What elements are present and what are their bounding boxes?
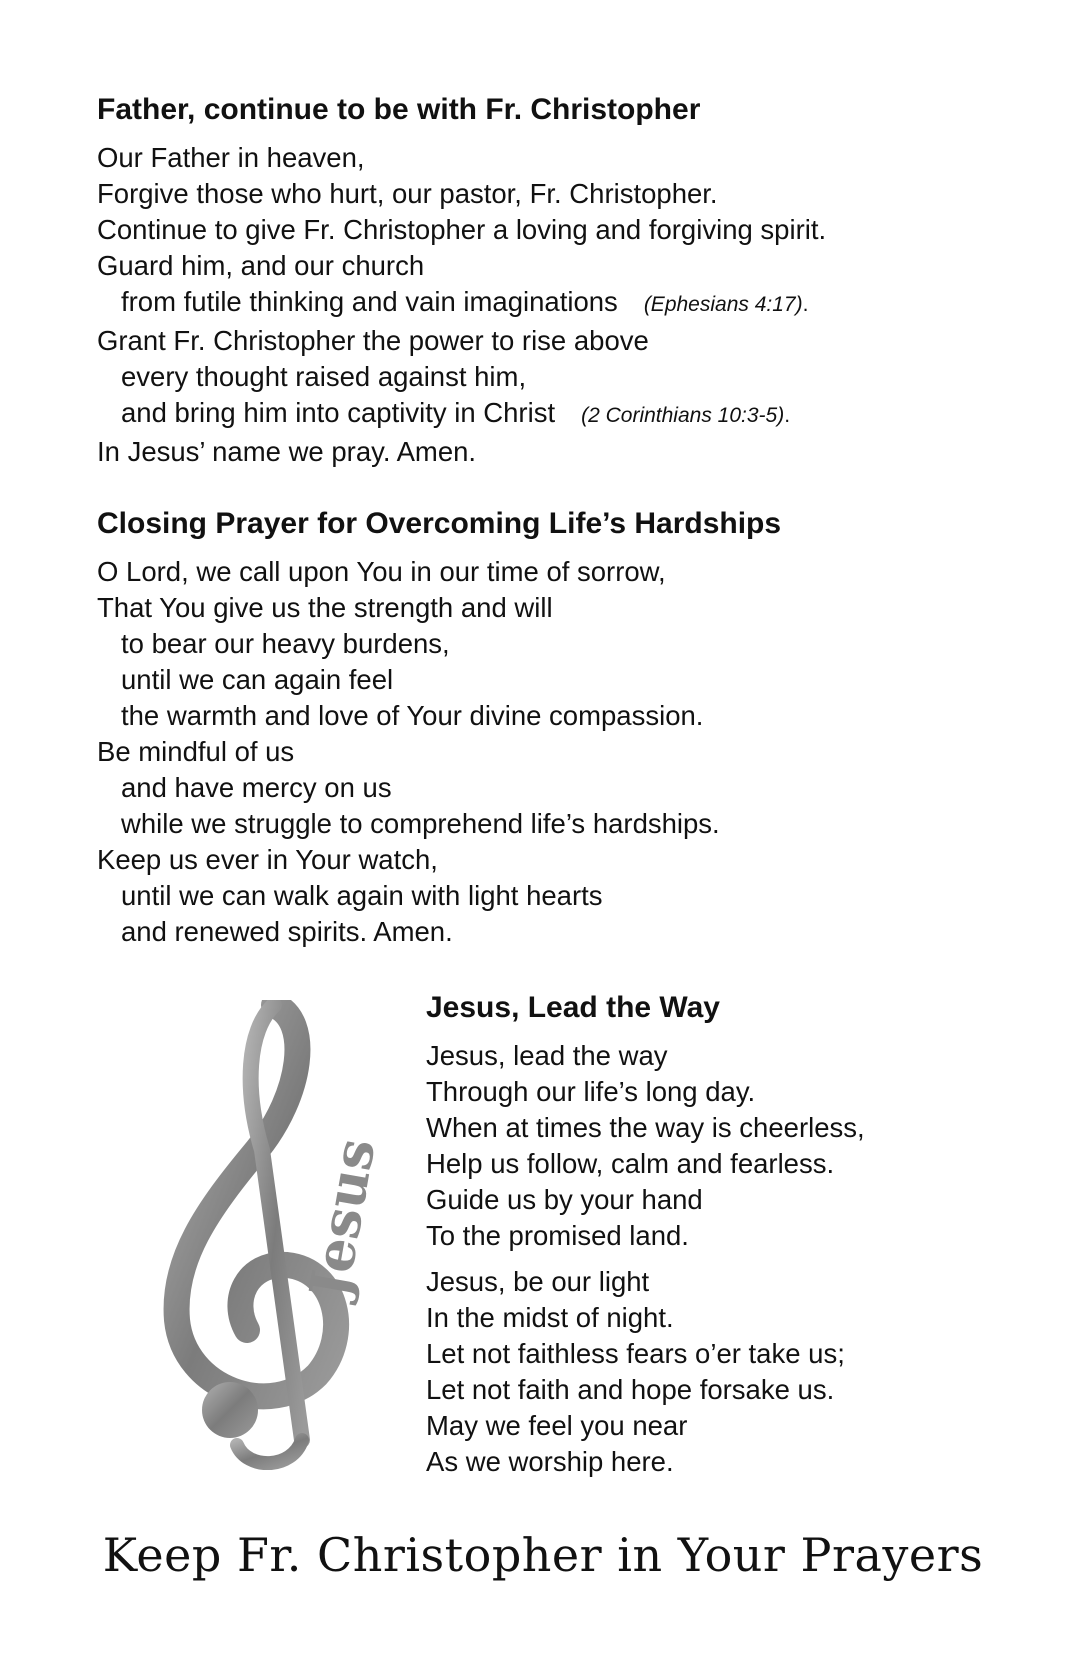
prayer-line-text: and bring him into captivity in Christ [121,397,556,428]
scripture-reference: (2 Corinthians 10:3-5) [581,404,785,427]
treble-clef-jesus-logo [152,1000,402,1470]
hymn-title: Jesus, Lead the Way [426,991,720,1024]
prayer-line: while we struggle to comprehend life’s hardships. [121,808,720,839]
prayer-line: Keep us ever in Your watch, [97,844,438,875]
prayer-line: Guard him, and our church [97,250,425,281]
prayer-line-text: from futile thinking and vain imaginations [121,286,618,317]
prayer-father-title: Father, continue to be with Fr. Christopher [97,93,701,126]
hymn-line: In the midst of night. [426,1302,674,1333]
prayer-line: the warmth and love of Your divine compassion. [121,700,704,731]
prayer-line: Our Father in heaven, [97,142,365,173]
stanza-divider [426,1254,865,1264]
hymn-line: Let not faithless fears o’er take us; [426,1338,845,1369]
reference-period: . [784,404,791,427]
prayer-line: Forgive those who hurt, our pastor, Fr. Christopher. [97,178,718,209]
closing-prayer-title: Closing Prayer for Overcoming Life’s Hardships [97,507,782,540]
prayer-line: Be mindful of us [97,736,295,767]
hymn-line: As we worship here. [426,1446,674,1477]
prayer-father-section [97,92,826,470]
hymn-section [426,990,865,1480]
prayer-line: to bear our heavy burdens, [121,628,450,659]
prayer-line: O Lord, we call upon You in our time of sorrow, [97,556,666,587]
hymn-line: Through our life’s long day. [426,1076,756,1107]
prayer-line: and have mercy on us [121,772,392,803]
prayer-line: Grant Fr. Christopher the power to rise above [97,325,649,356]
hymn-line: Help us follow, calm and fearless. [426,1148,835,1179]
hymn-line: Jesus, lead the way [426,1040,668,1071]
prayer-line [97,395,826,434]
hymn-line: Jesus, be our light [426,1266,650,1297]
closing-prayer-section [97,506,781,950]
prayer-line: That You give us the strength and will [97,592,553,623]
hymn-line: May we feel you near [426,1410,688,1441]
hymn-line: When at times the way is cheerless, [426,1112,865,1143]
footer-banner: Keep Fr. Christopher in Your Prayers [102,1528,984,1582]
prayer-line: every thought raised against him, [121,361,527,392]
prayer-line: until we can walk again with light hearts [121,880,603,911]
hymn-line: Let not faith and hope forsake us. [426,1374,835,1405]
prayer-line: Continue to give Fr. Christopher a loving and forgiving spirit. [97,214,827,245]
scripture-reference: (Ephesians 4:17) [643,293,803,316]
prayer-line [97,284,826,323]
jesus-logo-text: Jesus [296,1133,388,1303]
reference-period: . [802,293,809,316]
hymn-line: Guide us by your hand [426,1184,703,1215]
prayer-line: and renewed spirits. Amen. [121,916,453,947]
prayer-line: until we can again feel [121,664,394,695]
hymn-line: To the promised land. [426,1220,689,1251]
prayer-line: In Jesus’ name we pray. Amen. [97,436,477,467]
